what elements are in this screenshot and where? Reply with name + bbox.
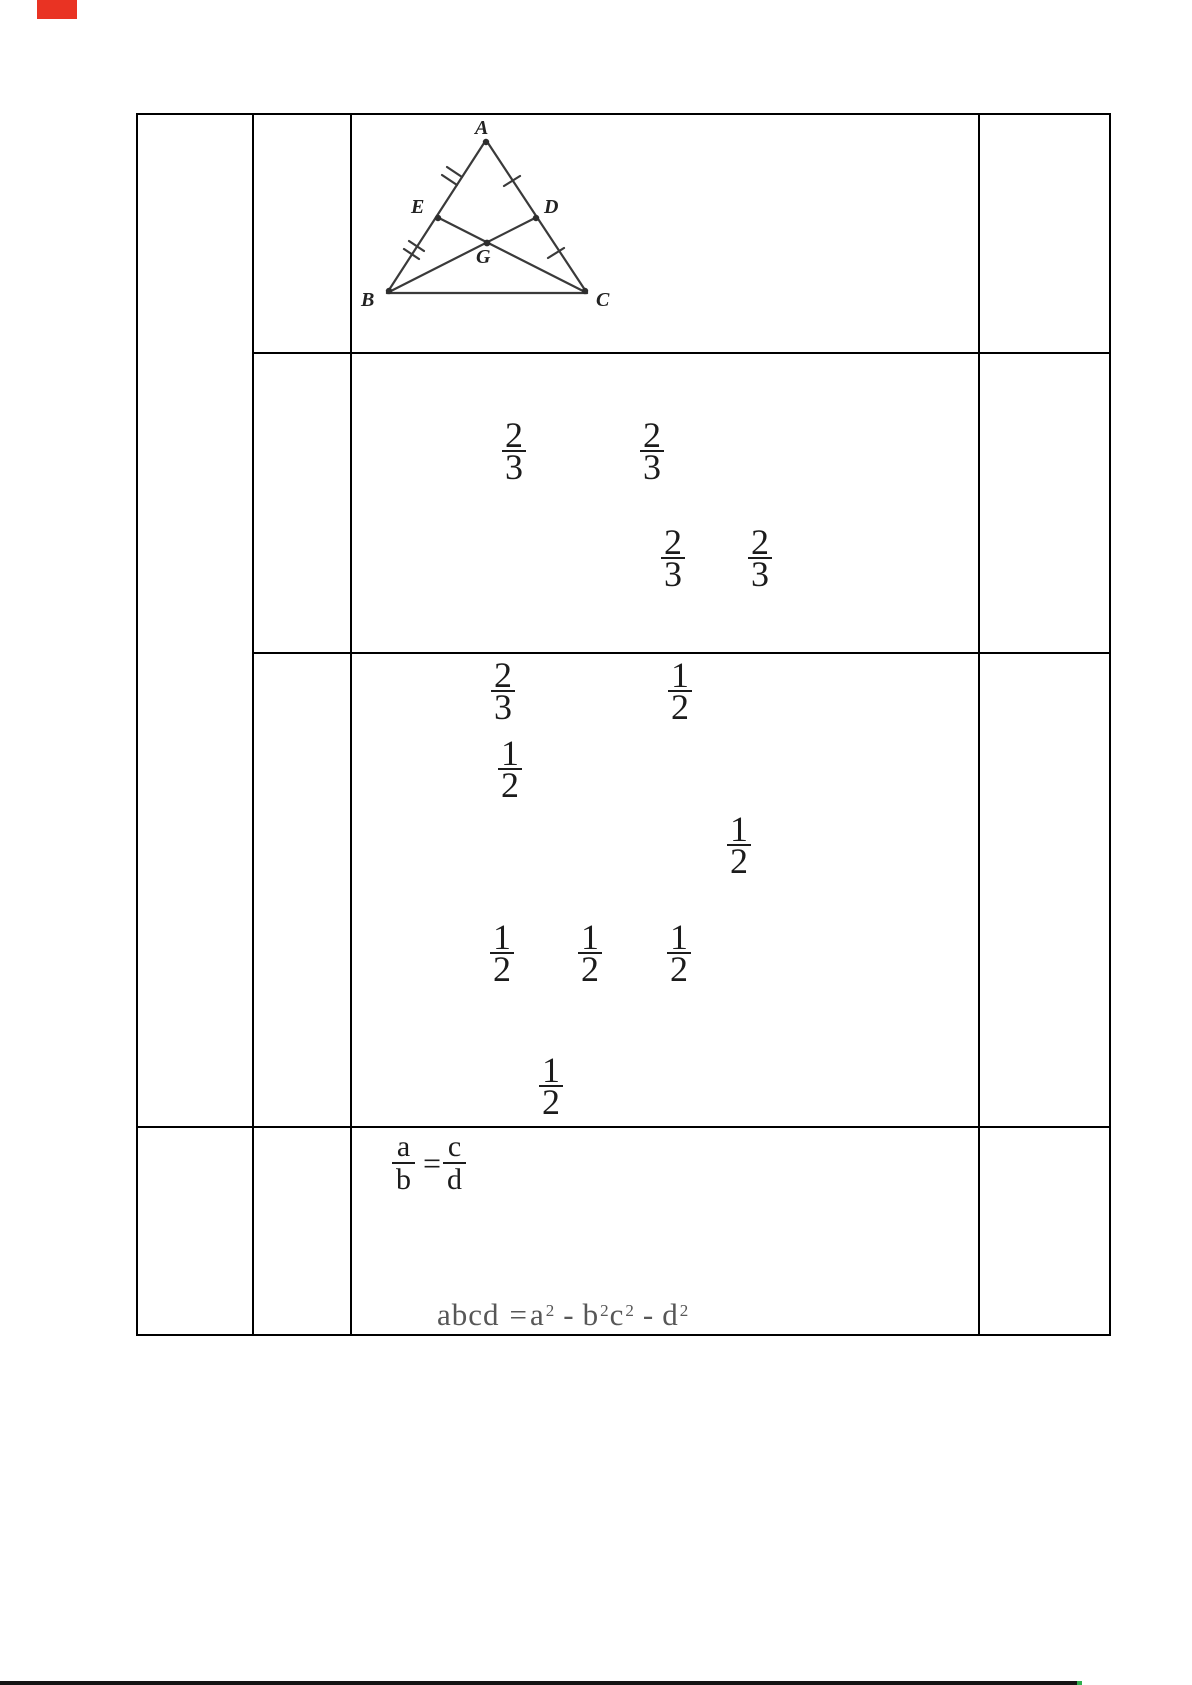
fraction-one-half-3 [727,809,751,881]
equals-sign: = [423,1144,442,1181]
fraction-denominator: 3 [502,450,526,481]
eq2-term-b: b [582,1297,600,1332]
table-row-divider-2 [252,652,1111,654]
red-scan-artifact [37,0,77,19]
eq2-term-c: c [609,1297,625,1332]
eq2-term-a: a [530,1297,545,1332]
vertex-label-B: B [361,289,375,311]
fraction-numerator: 2 [505,415,523,455]
point-dot-E [435,215,441,221]
fraction-one-half-6 [667,917,691,989]
equals-sign: = [509,1297,529,1332]
fraction-numerator: 2 [664,522,682,562]
eq2-term-d: d [662,1297,679,1332]
fraction-numerator: 1 [670,917,688,957]
point-dot-D [533,215,539,221]
fraction-denominator: 2 [667,952,691,983]
fraction-denominator: 2 [498,768,522,799]
fraction-one-half-1 [668,655,692,727]
tick-AE-1 [442,175,457,185]
fraction-numerator: 1 [581,917,599,957]
vertex-dot-A [483,139,489,145]
fraction-one-half-2 [498,733,522,805]
minus-sign: - [563,1297,575,1332]
fraction-numerator: 1 [501,733,519,773]
point-label-E: E [411,196,425,218]
tick-AE-2 [447,167,462,177]
fraction-numerator: a [396,1130,411,1163]
vertex-label-C: C [596,289,610,311]
fraction-two-thirds-4 [748,522,772,594]
triangle-figure [351,113,979,353]
equation-abcd [437,1297,689,1333]
vertex-label-A: A [475,117,489,139]
table-border-col1 [252,113,254,1336]
eq2-sup-a: 2 [545,1301,556,1320]
fraction-a-over-b [392,1130,415,1196]
fraction-numerator: 2 [643,415,661,455]
table-row-divider-3 [136,1126,1111,1128]
fraction-two-thirds-5 [491,655,515,727]
table-border-right [1109,113,1111,1336]
fraction-denominator: b [392,1162,415,1193]
fraction-denominator: 3 [640,450,664,481]
fraction-numerator: 1 [730,809,748,849]
fraction-c-over-d [443,1130,466,1196]
fraction-two-thirds-3 [661,522,685,594]
fraction-numerator: 1 [493,917,511,957]
fraction-two-thirds-2 [640,415,664,487]
eq2-sup-b: 2 [600,1301,610,1320]
median-CE [437,217,587,293]
fraction-denominator: 2 [668,690,692,721]
tick-EB-1 [404,249,419,259]
vertex-dot-B [386,288,392,294]
table-border-bottom [136,1334,1111,1336]
median-BD [387,217,537,293]
eq2-sup-d: 2 [679,1301,690,1320]
fraction-denominator: d [443,1162,466,1193]
point-label-D: D [544,196,559,218]
fraction-denominator: 2 [490,952,514,983]
minus-sign: - [642,1297,655,1332]
fraction-numerator: c [447,1130,462,1163]
fraction-one-half-4 [490,917,514,989]
centroid-label-G: G [476,246,491,268]
equation-proportion [392,1130,466,1196]
fraction-two-thirds-1 [502,415,526,487]
fraction-denominator: 2 [539,1085,563,1116]
fraction-denominator: 3 [661,557,685,588]
fraction-numerator: 1 [542,1050,560,1090]
tick-EB-2 [409,241,424,251]
vertex-dot-C [582,288,588,294]
bottom-scan-bar [0,1681,1077,1685]
fraction-numerator: 2 [751,522,769,562]
fraction-denominator: 2 [578,952,602,983]
fraction-denominator: 2 [727,844,751,875]
table-border-left [136,113,138,1336]
fraction-numerator: 1 [671,655,689,695]
eq2-sup-c: 2 [625,1301,635,1320]
fraction-denominator: 3 [491,690,515,721]
bottom-scan-bar-accent [1077,1681,1082,1685]
fraction-one-half-5 [578,917,602,989]
fraction-one-half-7 [539,1050,563,1122]
fraction-numerator: 2 [494,655,512,695]
eq2-lhs: abcd [437,1297,500,1332]
fraction-denominator: 3 [748,557,772,588]
